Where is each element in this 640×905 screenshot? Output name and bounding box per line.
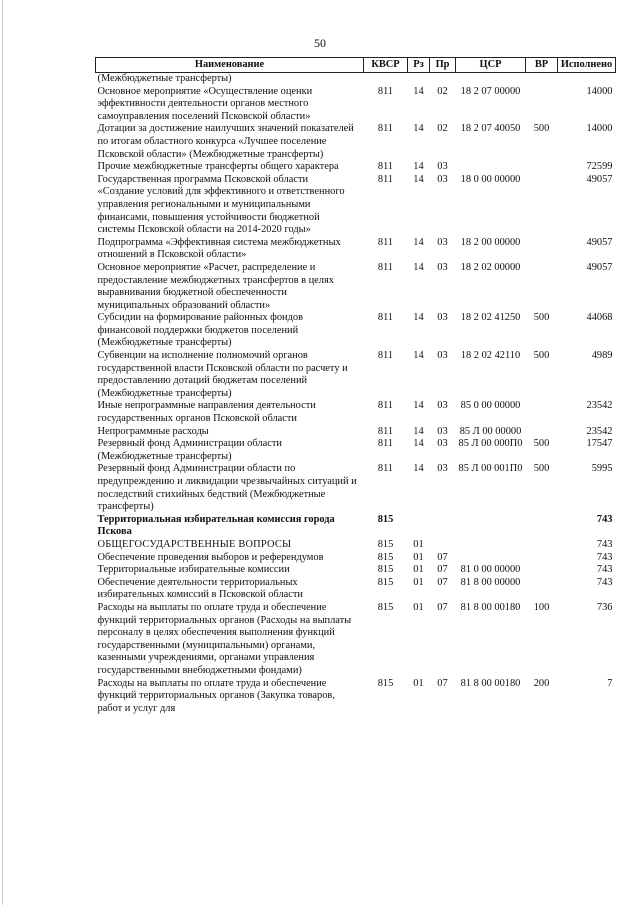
- cell-vr: [526, 73, 558, 86]
- cell-kvsr: 811: [377, 236, 394, 248]
- cell-kvsr: 815: [377, 551, 394, 563]
- table-row: [96, 123, 616, 161]
- cell-name: (Межбюджетные трансферты): [97, 73, 232, 84]
- table-row: [96, 237, 616, 262]
- table-row: [96, 577, 616, 602]
- cell-rz: 14: [413, 236, 424, 248]
- cell-amount: 5995: [591, 463, 613, 475]
- cell-amount: 14000: [586, 85, 613, 97]
- cell-kvsr: 811: [377, 400, 394, 412]
- cell-pr: 03: [437, 161, 448, 173]
- cell-name: Подпрограмма «Эффективная система межбюджетных отношений в Псковской области»: [97, 236, 341, 261]
- cell-vr: [526, 86, 558, 124]
- cell-csr: 18 0 00 00000: [460, 173, 521, 185]
- cell-vr: [526, 426, 558, 439]
- cell-vr: [526, 174, 558, 237]
- table-body: [96, 73, 616, 716]
- table-row: [96, 438, 616, 463]
- cell-csr: 85 Л 00 001П0: [458, 463, 523, 475]
- cell-kvsr: 811: [377, 261, 394, 273]
- header-name: Наименование: [96, 58, 364, 73]
- cell-kvsr: 811: [377, 173, 394, 185]
- cell-pr: 03: [437, 261, 448, 273]
- cell-kvsr: 815: [377, 538, 394, 550]
- cell-pr: 02: [437, 123, 448, 135]
- cell-vr: 200: [533, 677, 550, 689]
- cell-csr: [456, 539, 526, 552]
- cell-amount: 44068: [586, 312, 613, 324]
- cell-amount: 72599: [586, 161, 613, 173]
- table-row: [96, 426, 616, 439]
- table-row: [96, 539, 616, 552]
- cell-pr: 07: [437, 551, 448, 563]
- cell-vr: 500: [533, 463, 550, 475]
- cell-pr: [430, 539, 456, 552]
- cell-pr: 03: [437, 312, 448, 324]
- cell-rz: 14: [413, 463, 424, 475]
- cell-name: Резервный фонд Администрации области (Межбюджетные трансферты): [97, 438, 282, 462]
- cell-amount: 743: [596, 551, 613, 563]
- cell-kvsr: [364, 73, 408, 86]
- cell-name: Основное мероприятие «Расчет, распределение и предоставление межбюджетных трансфертов в целях выравнивания бюджетной обеспеченности муниципальных образований области»: [97, 261, 334, 311]
- cell-csr: 18 2 07 00000: [460, 85, 521, 97]
- header-kvsr: КВСР: [364, 58, 408, 73]
- cell-csr: 18 2 02 42110: [460, 350, 521, 362]
- cell-kvsr: 811: [377, 350, 394, 362]
- cell-vr: [526, 262, 558, 312]
- cell-rz: [408, 514, 430, 539]
- cell-vr: [526, 400, 558, 425]
- cell-rz: 01: [413, 576, 424, 588]
- table-row: [96, 262, 616, 312]
- cell-csr: 18 2 07 40050: [460, 123, 521, 135]
- table-row: [96, 86, 616, 124]
- cell-pr: 03: [437, 425, 448, 437]
- cell-vr: [526, 161, 558, 174]
- cell-pr: 03: [437, 173, 448, 185]
- table-row: [96, 552, 616, 565]
- cell-name: ОБЩЕГОСУДАРСТВЕННЫЕ ВОПРОСЫ: [97, 538, 292, 550]
- cell-amount: 49057: [586, 261, 613, 273]
- cell-name: Непрограммные расходы: [97, 425, 209, 437]
- table-row: [96, 602, 616, 678]
- table-row: [96, 514, 616, 539]
- cell-amount: 743: [596, 513, 613, 525]
- cell-amount: 49057: [586, 236, 613, 248]
- cell-amount: 736: [596, 601, 613, 613]
- cell-vr: [526, 514, 558, 539]
- cell-name: Территориальная избирательная комиссия города Пскова: [97, 513, 335, 538]
- cell-pr: 03: [437, 350, 448, 362]
- cell-name: Основное мероприятие «Осуществление оценки эффективности деятельности органов местного самоуправления поселений Псковской области»: [97, 85, 313, 122]
- cell-rz: 01: [413, 601, 424, 613]
- table-row: [96, 174, 616, 237]
- cell-kvsr: 815: [377, 601, 394, 613]
- cell-pr: [430, 73, 456, 86]
- header-rz: Рз: [408, 58, 430, 73]
- cell-vr: [526, 237, 558, 262]
- cell-pr: 07: [437, 576, 448, 588]
- table-row: [96, 400, 616, 425]
- cell-vr: 500: [533, 438, 550, 450]
- cell-csr: 18 2 02 00000: [460, 261, 521, 273]
- cell-pr: 03: [437, 236, 448, 248]
- table-row: [96, 312, 616, 350]
- cell-amount: 23542: [586, 425, 613, 437]
- cell-kvsr: 811: [377, 425, 394, 437]
- table-row: [96, 463, 616, 513]
- cell-rz: 14: [413, 400, 424, 412]
- cell-csr: 85 Л 00 000П0: [458, 438, 523, 450]
- cell-csr: [456, 514, 526, 539]
- cell-pr: [430, 514, 456, 539]
- header-amount: Исполнено: [558, 58, 616, 73]
- table-header-row: [96, 58, 616, 73]
- cell-name: Расходы на выплаты по оплате труда и обеспечение функций территориальных органов (Расходы на выплаты персоналу в целях обеспечения выполнения функций государственными (муниципальными) органами, казенными учреждениями, органами управления государственными внебюджетными фондами): [97, 601, 352, 676]
- cell-csr: 85 Л 00 00000: [459, 425, 522, 437]
- cell-amount: 4989: [591, 350, 613, 362]
- cell-vr: 500: [533, 123, 550, 135]
- cell-rz: 14: [413, 261, 424, 273]
- cell-rz: 01: [413, 551, 424, 563]
- cell-kvsr: 811: [377, 438, 394, 450]
- cell-name: Обеспечение проведения выборов и референдумов: [97, 551, 324, 563]
- cell-csr: 18 2 02 41250: [460, 312, 521, 324]
- cell-kvsr: 811: [377, 312, 394, 324]
- cell-kvsr: 815: [377, 564, 394, 576]
- cell-name: Обеспечение деятельности территориальных избирательных комиссий в Псковской области: [97, 576, 303, 601]
- cell-rz: 14: [413, 425, 424, 437]
- cell-rz: 14: [413, 438, 424, 450]
- cell-amount: 49057: [586, 173, 613, 185]
- cell-amount: 743: [596, 538, 613, 550]
- cell-pr: 03: [437, 463, 448, 475]
- cell-kvsr: 811: [377, 161, 394, 173]
- cell-kvsr: 811: [377, 123, 394, 135]
- cell-csr: 85 0 00 00000: [460, 400, 521, 412]
- cell-rz: 14: [413, 312, 424, 324]
- cell-name: Государственная программа Псковской области «Создание условий для эффективного и ответственного управления региональными и муниципальными финансами, повышения устойчивости бюджетной системы Псковской области на 2014-2020 годы»: [97, 173, 345, 236]
- cell-amount: [558, 73, 616, 86]
- cell-rz: 14: [413, 161, 424, 173]
- cell-csr: [456, 73, 526, 86]
- header-csr: ЦСР: [456, 58, 526, 73]
- cell-rz: 01: [413, 677, 424, 689]
- cell-csr: 81 8 00 00180: [460, 677, 521, 689]
- cell-name: Расходы на выплаты по оплате труда и обеспечение функций территориальных органов (Закупка товаров, работ и услуг для: [97, 677, 335, 714]
- cell-name: Дотации за достижение наилучших значений показателей по итогам областного конкурса «Лучшее поселение Псковской области» (Межбюджетные трансферты): [97, 123, 354, 160]
- cell-rz: 01: [413, 564, 424, 576]
- cell-kvsr: 811: [377, 463, 394, 475]
- table-row: [96, 564, 616, 577]
- cell-pr: 07: [437, 677, 448, 689]
- header-pr: Пр: [430, 58, 456, 73]
- cell-pr: 03: [437, 438, 448, 450]
- cell-rz: 14: [413, 123, 424, 135]
- page-edge-line: [2, 0, 3, 905]
- cell-kvsr: 815: [377, 576, 394, 588]
- cell-vr: [526, 577, 558, 602]
- cell-pr: 07: [437, 564, 448, 576]
- page-number: 50: [314, 36, 326, 50]
- cell-vr: [526, 564, 558, 577]
- cell-rz: 14: [413, 350, 424, 362]
- cell-vr: [526, 539, 558, 552]
- cell-vr: 100: [533, 601, 550, 613]
- cell-amount: 743: [596, 576, 613, 588]
- cell-vr: [526, 552, 558, 565]
- table-row: [96, 161, 616, 174]
- cell-name: Резервный фонд Администрации области по предупреждению и ликвидации чрезвычайных ситуаций и последствий стихийных бедствий (Межбюджетные трансферты): [97, 463, 357, 513]
- cell-amount: 23542: [586, 400, 613, 412]
- table-row: [96, 678, 616, 716]
- cell-vr: 500: [533, 350, 550, 362]
- cell-csr: 18 2 00 00000: [460, 236, 521, 248]
- cell-amount: 14000: [586, 123, 613, 135]
- cell-vr: 500: [533, 312, 550, 324]
- cell-amount: 7: [607, 677, 613, 689]
- cell-name: Субсидии на формирование районных фондов финансовой поддержки бюджетов поселений (Межбюджетные трансферты): [97, 312, 304, 349]
- cell-amount: 743: [596, 564, 613, 576]
- cell-amount: 17547: [586, 438, 613, 450]
- cell-kvsr: 815: [377, 677, 394, 689]
- cell-kvsr: 811: [377, 85, 394, 97]
- cell-rz: [408, 73, 430, 86]
- cell-name: Иные непрограммные направления деятельности государственных органов Псковской области: [97, 400, 316, 425]
- table-row: [96, 73, 616, 86]
- cell-pr: 07: [437, 601, 448, 613]
- cell-csr: 81 8 00 00180: [460, 601, 521, 613]
- cell-pr: 03: [437, 400, 448, 412]
- cell-kvsr: 815: [377, 513, 394, 525]
- cell-rz: 01: [413, 538, 424, 550]
- cell-rz: 14: [413, 85, 424, 97]
- budget-table: [95, 57, 616, 715]
- cell-csr: [456, 161, 526, 174]
- cell-csr: 81 0 00 00000: [460, 564, 521, 576]
- cell-name: Прочие межбюджетные трансферты общего характера: [97, 161, 339, 173]
- cell-csr: [456, 552, 526, 565]
- table-row: [96, 350, 616, 400]
- header-vr: ВР: [526, 58, 558, 73]
- cell-csr: 81 8 00 00000: [460, 576, 521, 588]
- cell-name: Территориальные избирательные комиссии: [97, 564, 290, 576]
- cell-pr: 02: [437, 85, 448, 97]
- cell-rz: 14: [413, 173, 424, 185]
- cell-name: Субвенции на исполнение полномочий органов государственной власти Псковской области по расчету и предоставлению дотаций бюджетам поселений (Межбюджетные трансферты): [97, 350, 348, 399]
